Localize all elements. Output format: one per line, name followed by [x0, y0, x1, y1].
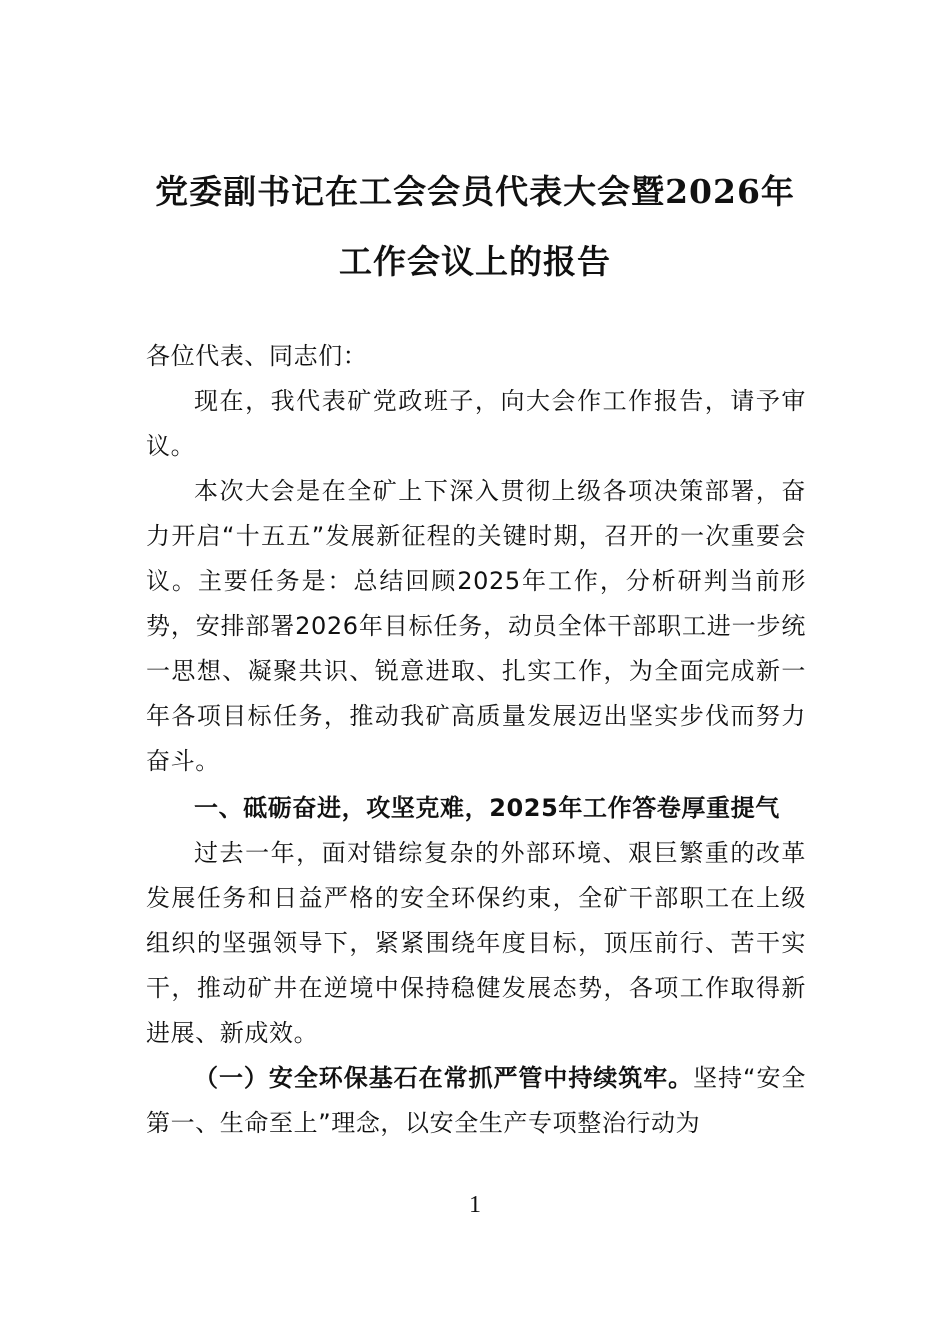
- page-number: 1: [469, 1192, 481, 1218]
- subsection-paragraph: [146, 1056, 806, 1146]
- subsection-heading: （一）安全环保基石在常抓严管中持续筑牢。: [194, 1064, 694, 1092]
- section-paragraph: 过去一年，面对错综复杂的外部环境、艰巨繁重的改革发展任务和日益严格的安全环保约束，全矿干部职工在上级组织的坚强领导下，紧紧围绕年度目标，顶压前行、苦干实干，推动矿井在逆境中保持稳健发展态势，各项工作取得新进展、新成效。: [146, 839, 806, 1047]
- document-title-line-1: 党委副书记在工会会员代表大会暨2026年: [155, 172, 795, 211]
- subsection-text: 坚持“安全第一、生命至上”理念，以安全生产专项整治行动为: [146, 1064, 807, 1137]
- greeting: 各位代表、同志们：: [146, 342, 368, 370]
- paragraph-meeting-purpose: 本次大会是在全矿上下深入贯彻上级各项决策部署，奋力开启“十五五”发展新征程的关键时期，召开的一次重要会议。主要任务是：总结回顾2025年工作，分析研判当前形势，安排部署2026年目标任务，动员全体干部职工进一步统一思想、凝聚共识、锐意进取、扎实工作，为全面完成新一年各项目标任务，推动我矿高质量发展迈出坚实步伐而努力奋斗。: [146, 477, 806, 775]
- section-heading: 一、砥砺奋进，攻坚克难，2025年工作答卷厚重提气: [194, 794, 780, 822]
- paragraph-opening: 现在，我代表矿党政班子，向大会作工作报告，请予审议。: [146, 387, 806, 460]
- document-title-line-2: 工作会议上的报告: [339, 242, 611, 281]
- document-body: [146, 334, 806, 1146]
